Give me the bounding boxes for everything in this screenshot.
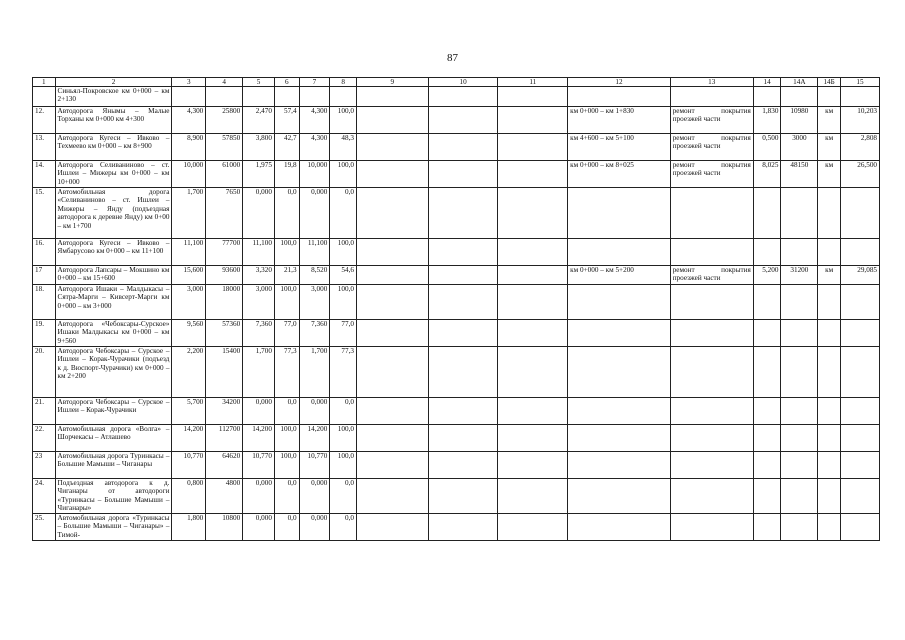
table-cell [498, 514, 568, 541]
table-cell [568, 479, 671, 514]
table-cell [356, 134, 428, 161]
road-table [32, 77, 880, 541]
table-cell [299, 87, 330, 107]
column-header: 7 [299, 78, 330, 87]
table-cell: 3,000 [172, 285, 206, 320]
table-cell: Автодорога Кугеси – Ивково – Ямбарусово км 0+000 – км 11+100 [55, 239, 172, 266]
table-cell: 3,000 [299, 285, 330, 320]
table-cell [781, 320, 818, 347]
table-cell [840, 398, 879, 425]
table-cell [670, 347, 753, 398]
table-cell [330, 87, 357, 107]
table-cell: км [818, 107, 841, 134]
table-cell: Автодорога Селиваниново – ст. Ишлеи – Мижеры км 0+000 – км 10+000 [55, 161, 172, 188]
table-cell [670, 285, 753, 320]
table-cell: Автодорога Янымы – Малые Торханы км 0+000 км 4+300 [55, 107, 172, 134]
table-cell: 14. [33, 161, 56, 188]
table-cell: 2,200 [172, 347, 206, 398]
table-cell: 5,200 [753, 266, 781, 285]
table-cell [568, 320, 671, 347]
table-cell: 100,0 [330, 107, 357, 134]
table-cell: 21,3 [274, 266, 299, 285]
table-cell: 5,700 [172, 398, 206, 425]
table-cell [498, 266, 568, 285]
table-cell [428, 514, 498, 541]
table-cell: 3000 [781, 134, 818, 161]
table-cell [840, 320, 879, 347]
table-cell: 1,975 [243, 161, 275, 188]
table-cell: 0,000 [243, 514, 275, 541]
table-cell: 0,500 [753, 134, 781, 161]
table-cell: км [818, 266, 841, 285]
table-cell [356, 347, 428, 398]
table-cell: 0,0 [274, 514, 299, 541]
table-cell [670, 320, 753, 347]
table-cell [568, 347, 671, 398]
table-cell [753, 87, 781, 107]
table-cell [172, 87, 206, 107]
column-header: 14А [781, 78, 818, 87]
table-row [33, 239, 880, 266]
table-cell: 10800 [206, 514, 243, 541]
table-cell: 100,0 [274, 239, 299, 266]
table-cell: 11,100 [172, 239, 206, 266]
table-cell: 0,000 [243, 188, 275, 239]
table-cell: км [818, 134, 841, 161]
table-cell [670, 239, 753, 266]
table-row [33, 452, 880, 479]
table-cell [568, 514, 671, 541]
table-cell: 29,085 [840, 266, 879, 285]
table-row [33, 347, 880, 398]
table-cell: 77,3 [274, 347, 299, 398]
column-header: 10 [428, 78, 498, 87]
table-cell [753, 425, 781, 452]
table-cell [498, 425, 568, 452]
table-cell: 0,000 [299, 398, 330, 425]
table-cell: 3,800 [243, 134, 275, 161]
table-cell [840, 452, 879, 479]
table-cell: 0,000 [299, 514, 330, 541]
table-cell [818, 452, 841, 479]
table-cell [498, 134, 568, 161]
table-cell: 3,000 [243, 285, 275, 320]
table-cell [818, 320, 841, 347]
table-cell [840, 514, 879, 541]
table-cell: 0,000 [243, 479, 275, 514]
table-cell: 0,0 [274, 398, 299, 425]
table-cell: 57850 [206, 134, 243, 161]
table-cell: 11,100 [243, 239, 275, 266]
table-cell [818, 87, 841, 107]
table-cell: 100,0 [330, 425, 357, 452]
table-cell [33, 87, 56, 107]
table-row [33, 479, 880, 514]
table-cell [428, 188, 498, 239]
table-cell [568, 285, 671, 320]
table-cell [428, 320, 498, 347]
table-cell: 4,300 [299, 107, 330, 134]
table-row [33, 188, 880, 239]
table-cell [781, 398, 818, 425]
table-cell: 7650 [206, 188, 243, 239]
table-cell: 0,0 [330, 514, 357, 541]
table-cell: 77,0 [274, 320, 299, 347]
table-cell [428, 425, 498, 452]
column-header: 4 [206, 78, 243, 87]
table-cell [498, 347, 568, 398]
table-cell [498, 188, 568, 239]
table-cell [356, 285, 428, 320]
table-cell [670, 87, 753, 107]
table-cell [781, 425, 818, 452]
table-cell [840, 188, 879, 239]
table-cell [781, 239, 818, 266]
table-cell: 0,0 [330, 188, 357, 239]
table-cell: 10,770 [172, 452, 206, 479]
table-cell [818, 398, 841, 425]
table-cell [428, 347, 498, 398]
table-cell [840, 285, 879, 320]
table-cell [753, 479, 781, 514]
column-header: 15 [840, 78, 879, 87]
table-cell: 24. [33, 479, 56, 514]
table-cell [753, 239, 781, 266]
table-cell: 18000 [206, 285, 243, 320]
table-cell: 100,0 [330, 452, 357, 479]
table-cell [428, 134, 498, 161]
table-cell [356, 320, 428, 347]
table-cell: 17 [33, 266, 56, 285]
table-cell: 10,000 [172, 161, 206, 188]
table-cell: ремонт покрытия проезжей части [670, 266, 753, 285]
table-cell: 20. [33, 347, 56, 398]
table-cell [753, 452, 781, 479]
table-cell: 77,0 [330, 320, 357, 347]
table-cell [753, 347, 781, 398]
table-cell [498, 479, 568, 514]
table-row [33, 320, 880, 347]
table-cell: 15. [33, 188, 56, 239]
table-cell [356, 452, 428, 479]
table-cell: ремонт покрытия проезжей части [670, 161, 753, 188]
table-cell [568, 452, 671, 479]
table-cell: 112700 [206, 425, 243, 452]
table-cell: 57360 [206, 320, 243, 347]
table-cell: 2,808 [840, 134, 879, 161]
table-cell: Автомобильная дорога «Селиваниново – ст. Ишлеи – Мижеры – Янду (подъездная автодорога к деревне Янду) км 0+00 – км 1+700 [55, 188, 172, 239]
table-row [33, 285, 880, 320]
table-cell: 4,300 [299, 134, 330, 161]
table-cell [818, 347, 841, 398]
table-cell: 11,100 [299, 239, 330, 266]
table-cell: 0,800 [172, 479, 206, 514]
table-cell [840, 425, 879, 452]
table-cell: км 0+000 – км 8+025 [568, 161, 671, 188]
table-row [33, 134, 880, 161]
table-cell [428, 161, 498, 188]
table-cell: 0,0 [274, 479, 299, 514]
table-cell: 23 [33, 452, 56, 479]
table-cell [498, 452, 568, 479]
table-cell: 15,600 [172, 266, 206, 285]
column-header: 8 [330, 78, 357, 87]
table-cell [818, 514, 841, 541]
table-cell: 100,0 [330, 285, 357, 320]
table-cell [818, 285, 841, 320]
table-cell [498, 107, 568, 134]
table-cell: 7,360 [299, 320, 330, 347]
table-cell: 61000 [206, 161, 243, 188]
table-cell [840, 239, 879, 266]
table-cell [498, 320, 568, 347]
table-cell [781, 87, 818, 107]
table-cell [781, 285, 818, 320]
table-cell: Автодорога Ишаки – Малдыкасы – Сятра-Марги – Кивсерт-Марги км 0+000 – км 3+000 [55, 285, 172, 320]
table-cell: 10980 [781, 107, 818, 134]
column-header: 5 [243, 78, 275, 87]
table-row [33, 514, 880, 541]
column-header: 12 [568, 78, 671, 87]
table-cell [243, 87, 275, 107]
table-cell: 2,470 [243, 107, 275, 134]
table-cell [753, 398, 781, 425]
column-header: 14 [753, 78, 781, 87]
table-cell: 1,700 [172, 188, 206, 239]
table-cell: км 0+000 – км 5+200 [568, 266, 671, 285]
table-cell: км [818, 161, 841, 188]
table-row [33, 87, 880, 107]
table-cell: 25. [33, 514, 56, 541]
table-cell: 8,520 [299, 266, 330, 285]
table-cell [428, 452, 498, 479]
table-cell: 0,000 [299, 188, 330, 239]
table-cell: 1,800 [172, 514, 206, 541]
table-cell: 100,0 [274, 285, 299, 320]
table-cell [356, 188, 428, 239]
table-cell: 7,360 [243, 320, 275, 347]
table-cell: Автодорога «Чебоксары-Сурское» Ишаки Малдыкасы км 0+000 – км 9+560 [55, 320, 172, 347]
table-cell: 14,200 [243, 425, 275, 452]
table-cell [498, 161, 568, 188]
table-cell [498, 87, 568, 107]
table-cell: 19. [33, 320, 56, 347]
table-cell: 77,3 [330, 347, 357, 398]
table-cell: 10,000 [299, 161, 330, 188]
table-cell: 100,0 [274, 425, 299, 452]
table-cell: 77700 [206, 239, 243, 266]
table-cell: Подъездная автодорога к д. Чиганары от автодороги «Туринкасы – Большие Мамыши – Чиганары» [55, 479, 172, 514]
table-cell: 8,900 [172, 134, 206, 161]
table-cell: 3,320 [243, 266, 275, 285]
table-cell: Автодорога Чебоксары – Сурское – Ишлеи – Корак-Чурачики [55, 398, 172, 425]
table-cell [428, 266, 498, 285]
table-cell: ремонт покрытия проезжей части [670, 134, 753, 161]
table-cell [356, 87, 428, 107]
table-cell: 4800 [206, 479, 243, 514]
table-cell: ремонт покрытия проезжей части [670, 107, 753, 134]
table-cell: Автодорога Лапсары – Мокшино км 0+000 – км 15+600 [55, 266, 172, 285]
column-header: 6 [274, 78, 299, 87]
table-cell: 1,700 [243, 347, 275, 398]
table-cell: 22. [33, 425, 56, 452]
table-cell: 0,0 [274, 188, 299, 239]
column-header: 14Б [818, 78, 841, 87]
column-header: 9 [356, 78, 428, 87]
table-cell: 15400 [206, 347, 243, 398]
table-row [33, 107, 880, 134]
table-cell [753, 285, 781, 320]
header-row [33, 78, 880, 87]
table-cell [781, 479, 818, 514]
table-cell: 57,4 [274, 107, 299, 134]
table-cell [753, 514, 781, 541]
table-cell: Автомобильная дорога «Туринкасы – Большие Мамыши – Чиганары» – Тимой- [55, 514, 172, 541]
column-header: 11 [498, 78, 568, 87]
table-cell [670, 188, 753, 239]
table-cell: 14,200 [172, 425, 206, 452]
table-cell: 48,3 [330, 134, 357, 161]
table-cell [840, 479, 879, 514]
table-cell [781, 188, 818, 239]
table-cell [498, 398, 568, 425]
table-cell: Автодорога Кугеси – Ивково – Техмеево км 0+000 – км 8+900 [55, 134, 172, 161]
column-header: 3 [172, 78, 206, 87]
table-cell: 19,8 [274, 161, 299, 188]
table-cell [818, 239, 841, 266]
table-cell: 10,203 [840, 107, 879, 134]
table-cell [670, 514, 753, 541]
table-cell: 26,500 [840, 161, 879, 188]
table-cell: 14,200 [299, 425, 330, 452]
table-cell [356, 239, 428, 266]
table-cell: 13. [33, 134, 56, 161]
table-cell: 4,300 [172, 107, 206, 134]
table-row [33, 266, 880, 285]
table-cell [428, 479, 498, 514]
table-row [33, 398, 880, 425]
table-cell [753, 188, 781, 239]
table-cell [781, 452, 818, 479]
table-cell [428, 107, 498, 134]
table-cell: 0,000 [243, 398, 275, 425]
table-cell: 21. [33, 398, 56, 425]
table-cell [428, 285, 498, 320]
table-cell: 0,000 [299, 479, 330, 514]
table-cell [781, 347, 818, 398]
table-cell [428, 398, 498, 425]
table-cell [840, 347, 879, 398]
table-cell: 10,770 [299, 452, 330, 479]
table-cell: 8,025 [753, 161, 781, 188]
table-row [33, 161, 880, 188]
table-cell [356, 266, 428, 285]
table-cell: 1,830 [753, 107, 781, 134]
table-cell [670, 398, 753, 425]
table-cell [356, 514, 428, 541]
table-cell [568, 188, 671, 239]
table-cell [206, 87, 243, 107]
table-cell [274, 87, 299, 107]
table-cell [753, 320, 781, 347]
table-cell: 100,0 [330, 161, 357, 188]
table-row [33, 425, 880, 452]
table-cell: 0,0 [330, 479, 357, 514]
column-header: 2 [55, 78, 172, 87]
table-cell: 0,0 [330, 398, 357, 425]
table-cell [498, 285, 568, 320]
table-cell: Автомобильная дорога «Волга» – Шорчекасы – Атлашево [55, 425, 172, 452]
table-cell: 34200 [206, 398, 243, 425]
table-cell: 93600 [206, 266, 243, 285]
table-cell: 54,6 [330, 266, 357, 285]
table-cell [670, 479, 753, 514]
table-cell: км 0+000 – км 1+830 [568, 107, 671, 134]
page-number: 87 [447, 52, 458, 64]
table-cell [818, 479, 841, 514]
column-header: 1 [33, 78, 56, 87]
table-cell: км 4+600 – км 5+100 [568, 134, 671, 161]
table-cell: 12. [33, 107, 56, 134]
table-body [33, 87, 880, 541]
table-cell: 25800 [206, 107, 243, 134]
table-cell: Автодорога Чебоксары – Сурское – Ишлеи – Корак-Чурачики (подъезд к д. Вюспорт-Чурачики) км 0+000 – км 2+200 [55, 347, 172, 398]
table-cell: 1,700 [299, 347, 330, 398]
table-cell: 42,7 [274, 134, 299, 161]
table-cell [356, 107, 428, 134]
table-cell [568, 398, 671, 425]
table-cell [670, 452, 753, 479]
table-cell [818, 425, 841, 452]
table-cell [670, 425, 753, 452]
table-cell: 100,0 [330, 239, 357, 266]
column-header: 13 [670, 78, 753, 87]
table-cell [568, 87, 671, 107]
table-cell [428, 239, 498, 266]
table-cell: 18. [33, 285, 56, 320]
table-cell [568, 425, 671, 452]
table-cell: Автомобильная дорога Туринкасы – Большие Мамыши – Чиганары [55, 452, 172, 479]
table-cell: 48150 [781, 161, 818, 188]
table-cell: 64620 [206, 452, 243, 479]
table-cell: 16. [33, 239, 56, 266]
table-cell [568, 239, 671, 266]
table-cell [356, 161, 428, 188]
table-cell: 100,0 [274, 452, 299, 479]
table-cell [428, 87, 498, 107]
table-cell [356, 398, 428, 425]
table-cell: Синьял-Покровское км 0+000 – км 2+130 [55, 87, 172, 107]
table-cell: 9,560 [172, 320, 206, 347]
table-cell [498, 239, 568, 266]
table-cell [356, 425, 428, 452]
table-cell [818, 188, 841, 239]
table-cell: 31200 [781, 266, 818, 285]
table-cell [781, 514, 818, 541]
table-cell [356, 479, 428, 514]
table-cell [840, 87, 879, 107]
table-cell: 10,770 [243, 452, 275, 479]
